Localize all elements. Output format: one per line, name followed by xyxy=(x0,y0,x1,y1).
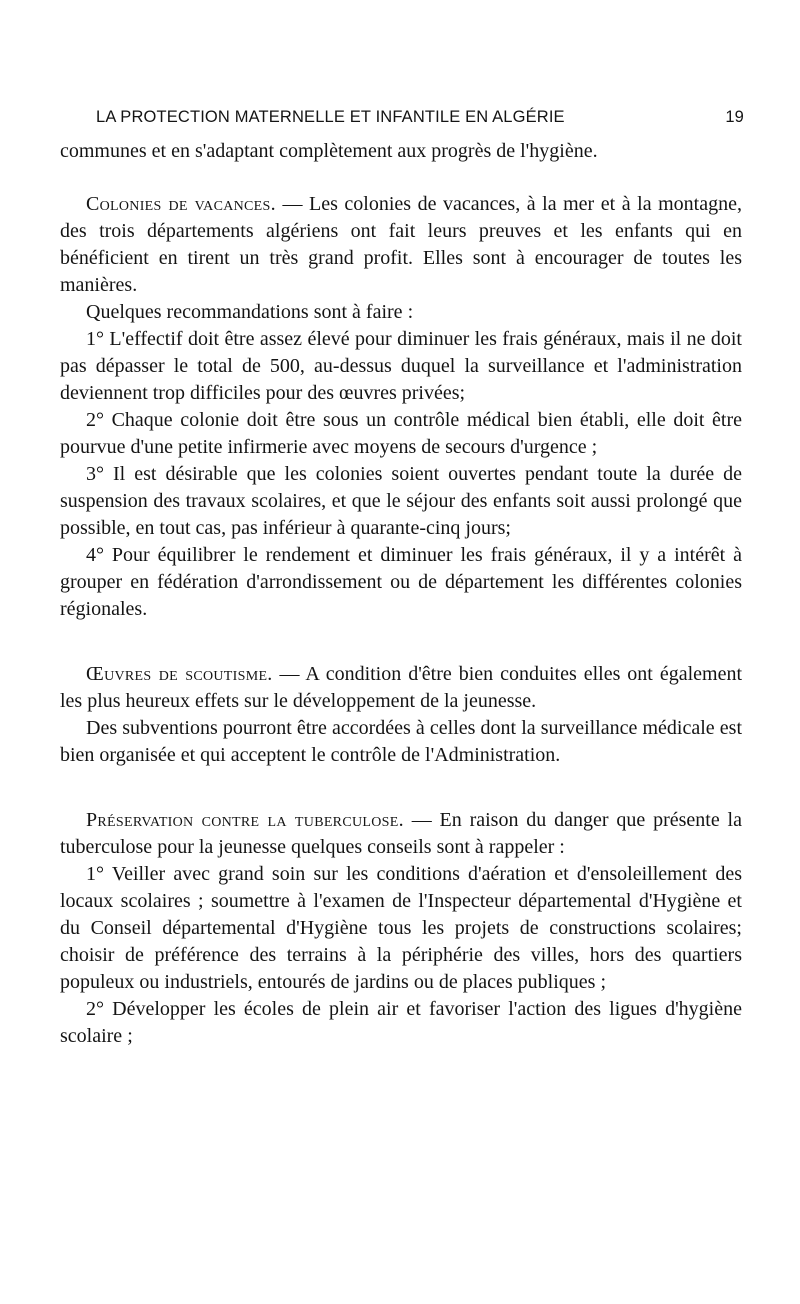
list-item: 2° Chaque colonie doit être sous un contrôle médical bien établi, elle doit être pourvue d'une petite infirmerie avec moyens de secours d'urgence ; xyxy=(60,409,742,458)
paragraph: Quelques recommandations sont à faire : xyxy=(86,301,414,323)
section-heading-tuberculose: Préservation contre la tuberculose. xyxy=(86,809,404,831)
running-head xyxy=(96,108,742,138)
section-colonies-intro xyxy=(60,191,742,299)
section-heading-scoutisme: Œuvres de scoutisme. xyxy=(86,663,273,685)
list-item: 4° Pour équilibrer le rendement et diminuer les frais généraux, il y a intérêt à grouper en fédération d'arrondissement ou de département les différentes colonies régionales. xyxy=(60,544,742,620)
section-tuberculose-intro xyxy=(60,807,742,861)
page-number: 19 xyxy=(725,108,744,126)
list-item: 2° Développer les écoles de plein air et favoriser l'action des ligues d'hygiène scolaire ; xyxy=(60,998,742,1047)
paragraph: Des subventions pourront être accordées à celles dont la surveillance médicale est bien organisée et qui acceptent le contrôle de l'Administration. xyxy=(60,717,742,766)
section-heading-colonies: Colonies de vacances. xyxy=(86,193,276,215)
section-colonies-intro-text: — Les colonies de vacances, à la mer et à la montagne, des trois départements algériens ont fait leurs preuves et les enfants qui en bénéficient en tirent un très grand profit. Elles sont à encourager de toutes les manières. xyxy=(60,193,742,296)
list-item: 1° L'effectif doit être assez élevé pour diminuer les frais généraux, mais il ne doit pas dépasser le total de 500, au-dessus duquel la surveillance et l'administration deviennent trop difficiles pour des œuvres privées; xyxy=(60,328,742,404)
list-item: 3° Il est désirable que les colonies soient ouvertes pendant toute la durée de suspension des travaux scolaires, et que le séjour des enfants soit aussi prolongé que possible, en tout cas, pas inférieur à quarante-cinq jours; xyxy=(60,463,742,539)
section-scoutisme-intro-text: — A condition d'être bien conduites elles ont également les plus heureux effets sur le développement de la jeunesse. xyxy=(60,663,742,712)
running-title: LA PROTECTION MATERNELLE ET INFANTILE EN ALGÉRIE xyxy=(96,108,565,126)
continuation-paragraph: communes et en s'adaptant complètement aux progrès de l'hygiène. xyxy=(60,140,598,162)
book-page xyxy=(60,108,742,1050)
section-scoutisme-intro xyxy=(60,661,742,715)
list-item: 1° Veiller avec grand soin sur les conditions d'aération et d'ensoleillement des locaux scolaires ; soumettre à l'examen de l'Inspecteur départemental d'Hygiène et du Conseil départemental d'Hygiène tous les projets de constructions scolaires; choisir de préférence des terrains à la périphérie des villes, hors des quartiers populeux ou industriels, entourés de jardins ou de places publiques ; xyxy=(60,863,742,993)
section-tuberculose-intro-text: — En raison du danger que présente la tuberculose pour la jeunesse quelques conseils sont à rappeler : xyxy=(60,809,742,858)
